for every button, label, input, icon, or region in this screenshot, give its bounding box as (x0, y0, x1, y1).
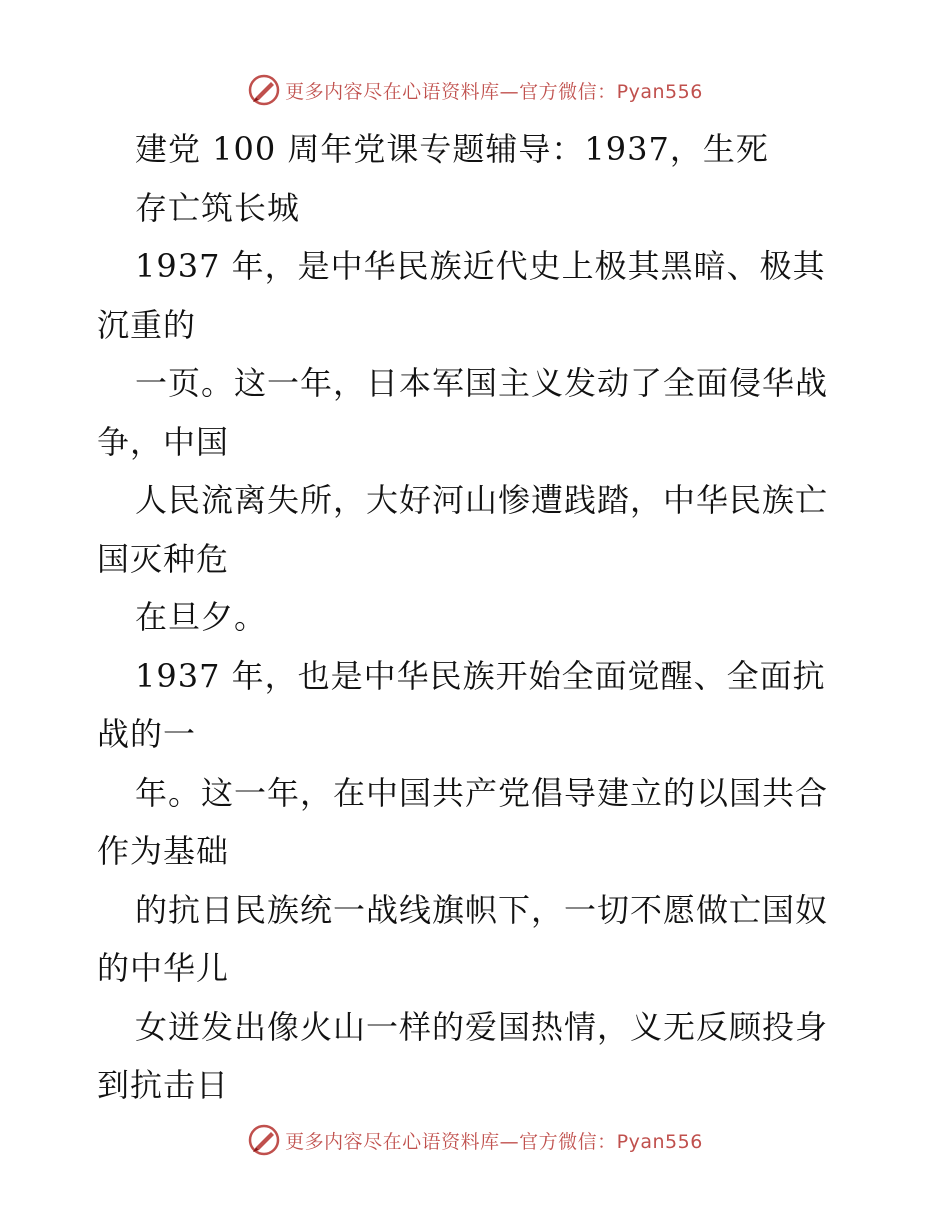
text-line: 存亡筑长城 (135, 188, 301, 227)
text-line: 1937 年，也是中华民族开始全面觉醒、全面抗 (135, 656, 826, 695)
text-line: 国灭种危 (97, 539, 230, 578)
text-line: 建党 100 周年党课专题辅导：1937，生死 (135, 130, 769, 168)
pen-logo-icon (247, 73, 281, 107)
watermark-text: 更多内容尽在心语资料库—官方微信：Pyan556 (285, 1130, 703, 1153)
watermark-text: 更多内容尽在心语资料库—官方微信：Pyan556 (285, 80, 703, 103)
text-line: 战的一 (97, 715, 197, 753)
text-line: 1937 年，是中华民族近代史上极其黑暗、极其 (135, 247, 826, 285)
text-line: 一页。这一年，日本军国主义发动了全面侵华战 (135, 364, 829, 402)
text-line: 的抗日民族统一战线旗帜下，一切不愿做亡国奴 (135, 890, 829, 929)
text-line: 在旦夕。 (135, 598, 268, 636)
text-line: 人民流离失所，大好河山惨遭践踏，中华民族亡 (135, 481, 829, 519)
header-watermark (0, 70, 950, 110)
text-line: 争，中国 (97, 422, 230, 461)
text-line: 年。这一年，在中国共产党倡导建立的以国共合 (135, 773, 829, 812)
text-line: 到抗击日 (97, 1066, 230, 1104)
text-line: 的中华儿 (97, 949, 230, 987)
document-body (97, 120, 897, 1115)
text-line: 女迸发出像火山一样的爱国热情，义无反顾投身 (135, 1007, 829, 1046)
footer-watermark (0, 1120, 950, 1160)
pen-logo-icon (247, 1123, 281, 1157)
text-line: 沉重的 (97, 305, 197, 344)
text-line: 作为基础 (97, 832, 230, 870)
